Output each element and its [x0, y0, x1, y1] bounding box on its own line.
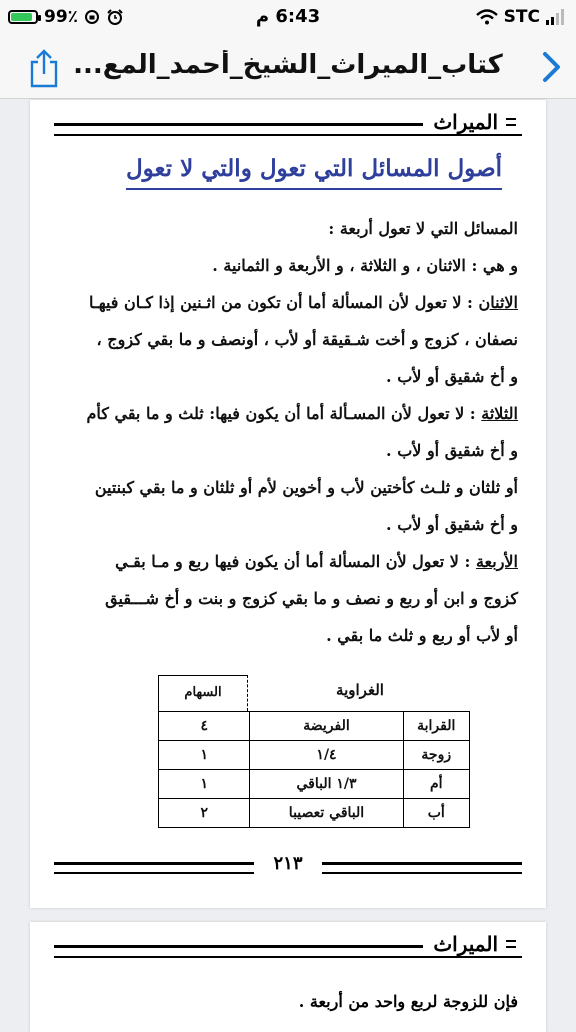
text-line: و أخ شقيق أو لأب . [386, 367, 518, 386]
table-header-cell: الفريضة [250, 712, 403, 741]
table-cell: ١ [159, 770, 250, 799]
back-button[interactable] [536, 50, 566, 84]
table-row [159, 741, 470, 770]
text-line: و هي : الاثنان ، و الثلاثة ، و الأربعة و الثمانية . [212, 256, 518, 275]
header-bullet-icon [506, 940, 516, 948]
header-bullet-icon [506, 118, 516, 126]
document-title: كتاب_الميراث_الشيخ_أحمد_المع... [73, 50, 503, 80]
carrier-name: STC [503, 7, 540, 27]
wifi-icon [476, 9, 498, 25]
text-line: كزوج و ابن أو ربع و نصف و ما بقي كزوج و بنت و أخ شـــقيق [105, 589, 518, 608]
text-fragment: : لا تعول لأن المسألة أما أن يكون فيها ربع و مـا بقـي [115, 552, 476, 571]
text-line [52, 284, 518, 321]
term-label: الثلاثة [481, 404, 518, 423]
text-fragment: : لا تعول لأن المسـألة أما أن يكون فيها: ثلث و ما بقي كأم [86, 404, 482, 423]
share-icon [26, 48, 62, 88]
section-heading: أصول المسائل التي تعول والتي لا تعول [126, 155, 502, 190]
text-line [52, 395, 518, 432]
status-time: 6:43 م [255, 6, 321, 27]
text-line: و أخ شقيق أو لأب . [386, 441, 518, 460]
table-cell: أب [403, 799, 469, 828]
table-cell: زوجة [403, 741, 469, 770]
text-fragment: : لا تعول لأن المسألة أما أن تكون من اثـنين إذا كـان فيهـا [89, 293, 479, 312]
table-cell: ١ [159, 741, 250, 770]
text-line: المسائل التي لا تعول أربعة : [328, 219, 518, 238]
page-number: ٢١٣ [273, 853, 303, 874]
text-line: أو ثلثان و ثلـث كأختين لأب و أخوين لأم أو ثلثان و ما بقي كبنتين [94, 478, 518, 497]
table-header-row [159, 712, 470, 741]
header-title-text: الميراث [433, 932, 498, 956]
table-caption: الغراوية [336, 681, 384, 699]
nav-bar [0, 36, 576, 99]
text-line: نصفان ، كزوج و أخت شـقيقة أو لأب ، أونصف و ما بقي كزوج ، [96, 330, 518, 349]
status-bar [0, 0, 576, 36]
table-cell: أم [403, 770, 469, 799]
header-title [423, 932, 522, 956]
header-title-text: الميراث [433, 110, 498, 134]
table-row [159, 799, 470, 828]
status-right [476, 7, 566, 27]
term-label: الاثنان [478, 293, 518, 312]
text-line: أو لأب أو ربع و ثلث ما بقي . [326, 626, 518, 645]
table [158, 711, 470, 828]
table-header-cell: ٤ [159, 712, 250, 741]
term-label: الأربعة [475, 552, 518, 571]
chevron-right-icon [536, 50, 566, 84]
signal-icon [546, 9, 566, 25]
text-line [52, 543, 518, 580]
table-row [159, 770, 470, 799]
table-cell: ١/٤ [250, 741, 403, 770]
page-footer [54, 853, 522, 877]
page-header [54, 932, 522, 960]
document-page-next [30, 922, 546, 1032]
inheritance-table [158, 675, 470, 828]
shares-label: السهام [158, 675, 248, 711]
header-title [423, 110, 522, 134]
table-header-cell: القرابة [403, 712, 469, 741]
text-line: و أخ شقيق أو لأب . [386, 515, 518, 534]
page-header [54, 110, 522, 138]
table-cell: الباقي تعصيبا [250, 799, 403, 828]
table-cell: ٢ [159, 799, 250, 828]
text-line: فإن للزوجة لربع واحد من أربعة . [298, 992, 518, 1011]
battery-percent: 99٪ [44, 7, 79, 27]
document-page [30, 100, 546, 908]
share-button[interactable] [26, 48, 62, 88]
table-top [158, 675, 470, 711]
body-text [52, 210, 518, 654]
table-cell: ١/٣ الباقي [250, 770, 403, 799]
